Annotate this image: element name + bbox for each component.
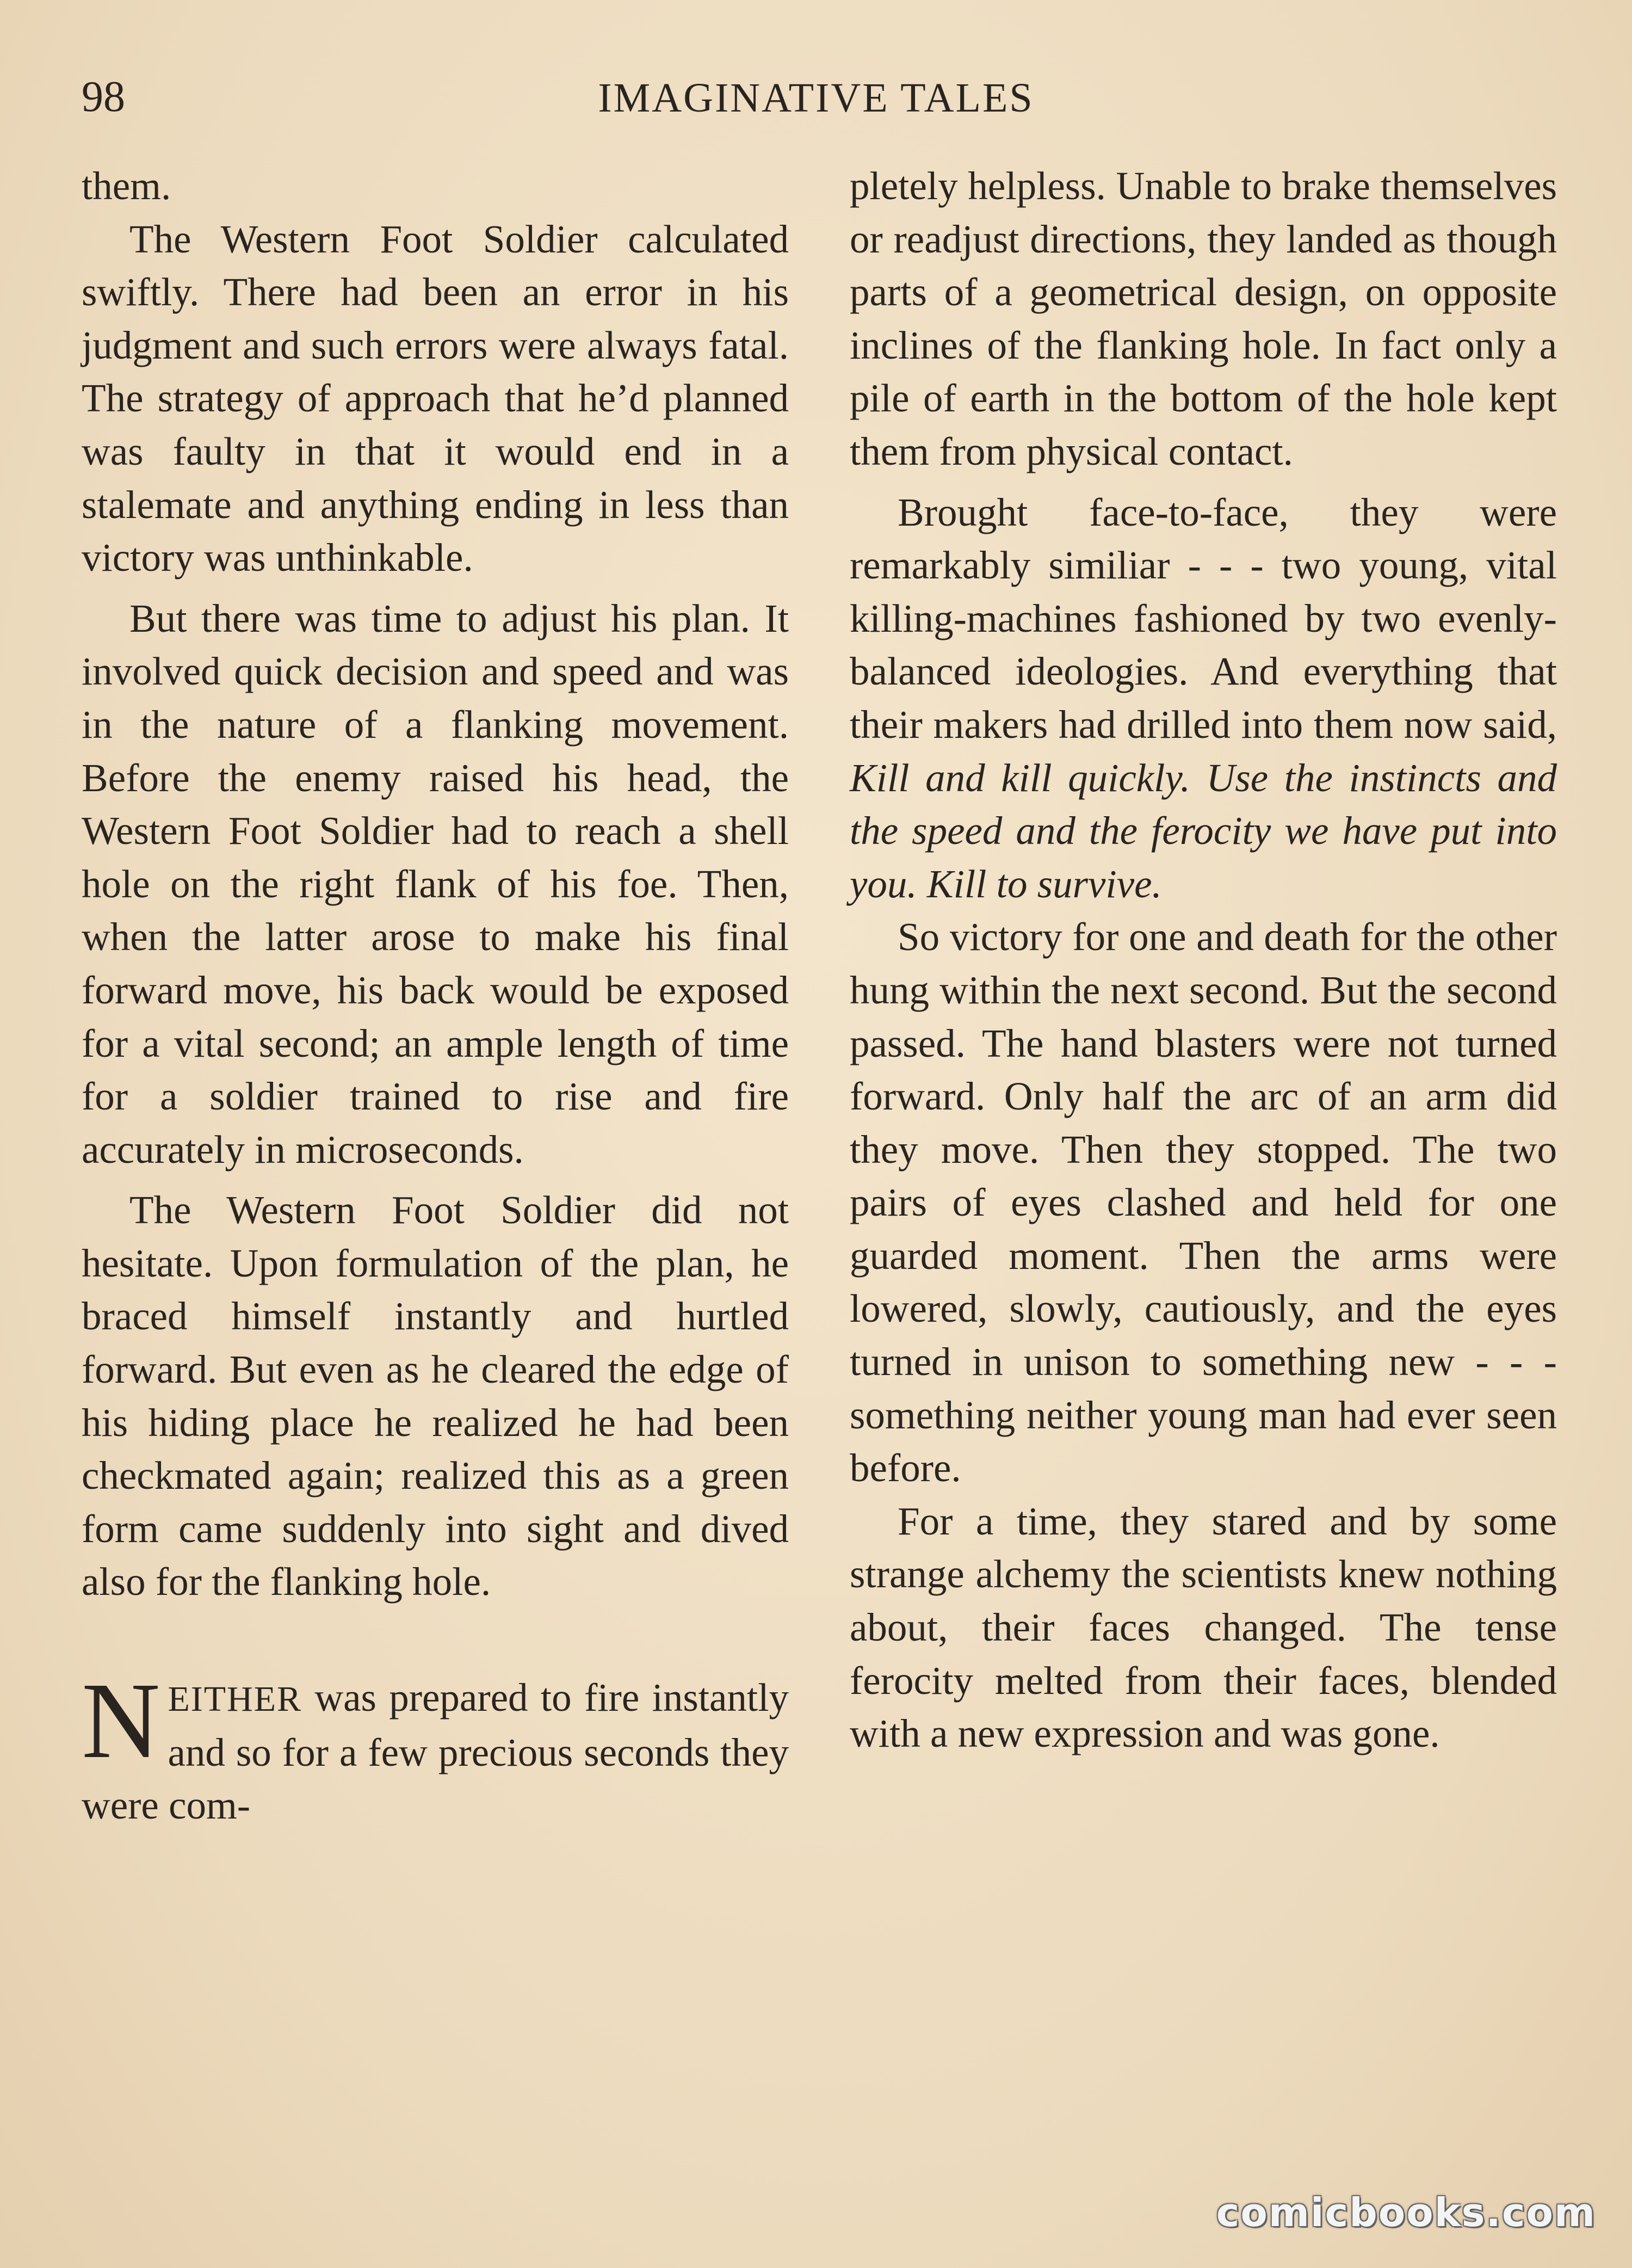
paragraph: But there was time to adjust his plan. It involved quick decision and speed and was in the nature of a flanking movement. Before the enemy raised his head, the Western Foot Soldier had to reach a shell hole on the right flank of his foe. Then, when the latter arose to make his final forward move, his back would be exposed for a vital second; an ample length of time for a soldier trained to rise and fire accurately in microseconds. xyxy=(82,596,789,1172)
paragraph: them. xyxy=(82,164,171,208)
watermark-logo: comicbooks.com xyxy=(1216,2190,1596,2235)
left-column xyxy=(82,159,789,1832)
drop-cap: N xyxy=(82,1661,160,1782)
paragraph-text: was prepared to fire instantly and so for a few precious seconds they were com- xyxy=(82,1675,789,1828)
page-number: 98 xyxy=(82,73,125,121)
right-column xyxy=(850,159,1557,1760)
italic-passage: Kill and kill quickly. Use the instincts and the speed and the ferocity we have put into you. Kill to survive. xyxy=(850,755,1557,906)
paragraph: The Western Foot Soldier did not hesitate. Upon formulation of the plan, he braced himself instantly and hurtled forward. But even as he cleared the edge of his hiding place he realized he had been checkmated again; realized this as a green form came suddenly into sight and dived also for the flanking hole. xyxy=(82,1188,789,1604)
lead-in-word: EITHER xyxy=(168,1679,302,1720)
paragraph xyxy=(850,486,1557,911)
running-head: IMAGINATIVE TALES xyxy=(598,75,1034,121)
paragraph: For a time, they stared and by some strange alchemy the scientists knew nothing about, their faces changed. The tense ferocity melted from their faces, blended with a new expression and was gone. xyxy=(850,1499,1557,1756)
paragraph: The Western Foot Soldier calculated swiftly. There had been an error in his judgment and such errors were always fatal. The strategy of approach that he’d planned was faulty in that it would end in a stalemate and anything ending in less than victory was unthinkable. xyxy=(82,217,789,580)
paragraph: So victory for one and death for the other hung within the next second. But the second passed. The hand blasters were not turned forward. Only half the arc of an arm did they move. Then they stopped. The two pairs of eyes clashed and held for one guarded moment. Then the arms were lowered, slowly, cautiously, and the eyes turned in unison to something new - - - something neither young man had ever seen before. xyxy=(850,915,1557,1490)
section-opening-paragraph xyxy=(82,1661,789,1832)
paragraph: pletely helpless. Unable to brake themselves or readjust directions, they landed as though parts of a geometrical design, on opposite inclines of the flanking hole. In fact only a pile of earth in the bottom of the hole kept them from physical contact. xyxy=(850,164,1557,473)
paragraph-text: Brought face-to-face, they were remarkably similiar - - - two young, vital killing-machines fashioned by two evenly-balanced ideologies. And everything that their makers had drilled into them now said, xyxy=(850,490,1557,747)
